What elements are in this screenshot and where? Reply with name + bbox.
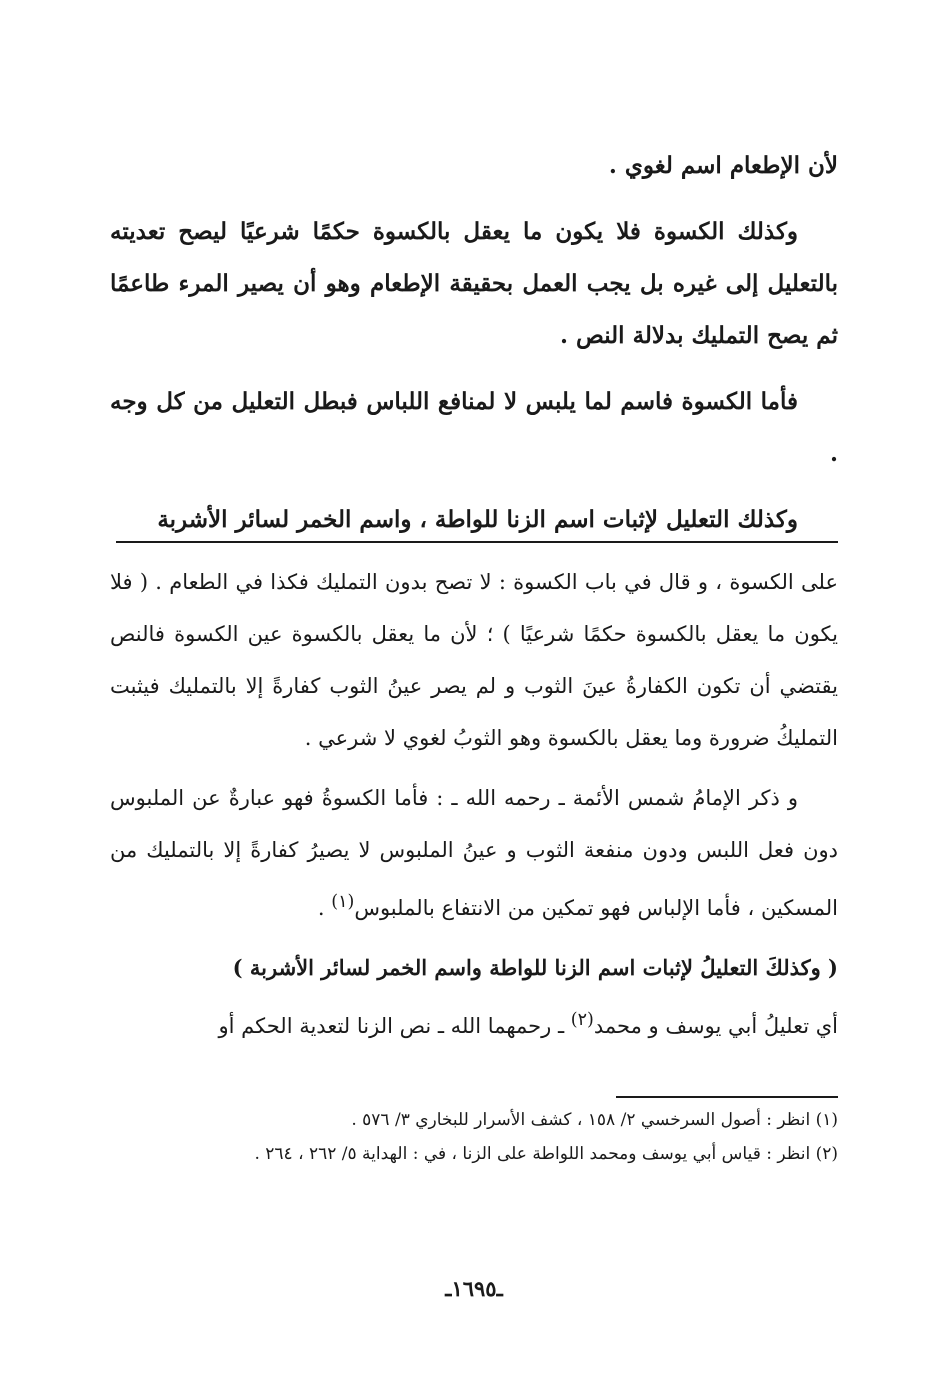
footnotes	[110, 1103, 838, 1171]
commentary-paragraph	[110, 994, 838, 1052]
commentary-paragraph: على الكسوة ، و قال في باب الكسوة : لا تصح بدون التمليك فكذا في الطعام . ( فلا يكون ما يعقل بالكسوة حكمًا شرعيًا ) ؛ لأن ما يعقل بالكسوة عين الكسوة فالنص يقتضي أن تكون الكفارةُ عينَ الثوب و لم يصر عينُ الثوب كفارةً إلا بالتمليك فيثبت التمليكُ ضرورة وما يعقل بالكسوة وهو الثوبُ لغوي لا شرعي .	[110, 570, 838, 750]
footnote-ref-1: (١)	[331, 892, 355, 912]
commentary-text-segment: أي تعليلُ أبي يوسف و محمد	[593, 1014, 838, 1038]
footnote-divider	[616, 1096, 838, 1098]
section-divider	[116, 541, 838, 543]
main-paragraph: وكذلك الكسوة فلا يكون ما يعقل بالكسوة حكمًا شرعيًا ليصح تعديته بالتعليل إلى غيره بل يجب العمل بحقيقة الإطعام وهو أن يصير المرء طاعمًا ثم يصح التمليك بدلالة النص .	[110, 218, 838, 349]
footnote: (٢) انظر : قياس أبي يوسف ومحمد اللواطة على الزنا ، في : الهداية ٥/ ٢٦٢ ، ٢٦٤ .	[254, 1144, 838, 1164]
commentary-text-segment: ـ رحمهما الله ـ نص الزنا لتعدية الحكم أو	[218, 1014, 571, 1038]
page-number: ـ١٦٩٥ـ	[445, 1276, 503, 1301]
commentary-paragraph	[110, 772, 838, 934]
commentary-text-segment: و ذكر الإمامُ شمس الأئمة ـ رحمه الله ـ : فأما الكسوةُ فهو عبارةٌ عن الملبوس دون فعل اللبس ودون منفعة الثوب و عينُ الملبوس لا يصيرُ كفارةً إلا بالتمليك من المسكين ، فأما الإلباس فهو تمكين من الانتفاع بالملبوس	[110, 786, 838, 920]
quoted-matn: ( وكذلكَ التعليلُ لإثبات اسم الزنا للواطة واسم الخمر لسائر الأشربة )	[232, 955, 838, 980]
commentary-text	[110, 556, 838, 1060]
footnote: (١) انظر : أصول السرخسي ٢/ ١٥٨ ، كشف الأسرار للبخاري ٣/ ٥٧٦ .	[351, 1110, 838, 1130]
commentary-text-segment: .	[317, 896, 332, 920]
main-text	[110, 140, 838, 560]
footnote-ref-2: (٢)	[570, 1010, 594, 1030]
main-paragraph: لأن الإطعام اسم لغوي .	[608, 152, 838, 179]
main-paragraph: وكذلك التعليل لإثبات اسم الزنا للواطة ، واسم الخمر لسائر الأشربة	[157, 506, 798, 533]
main-paragraph: فأما الكسوة فاسم لما يلبس لا لمنافع اللباس فبطل التعليل من كل وجه .	[110, 388, 838, 467]
